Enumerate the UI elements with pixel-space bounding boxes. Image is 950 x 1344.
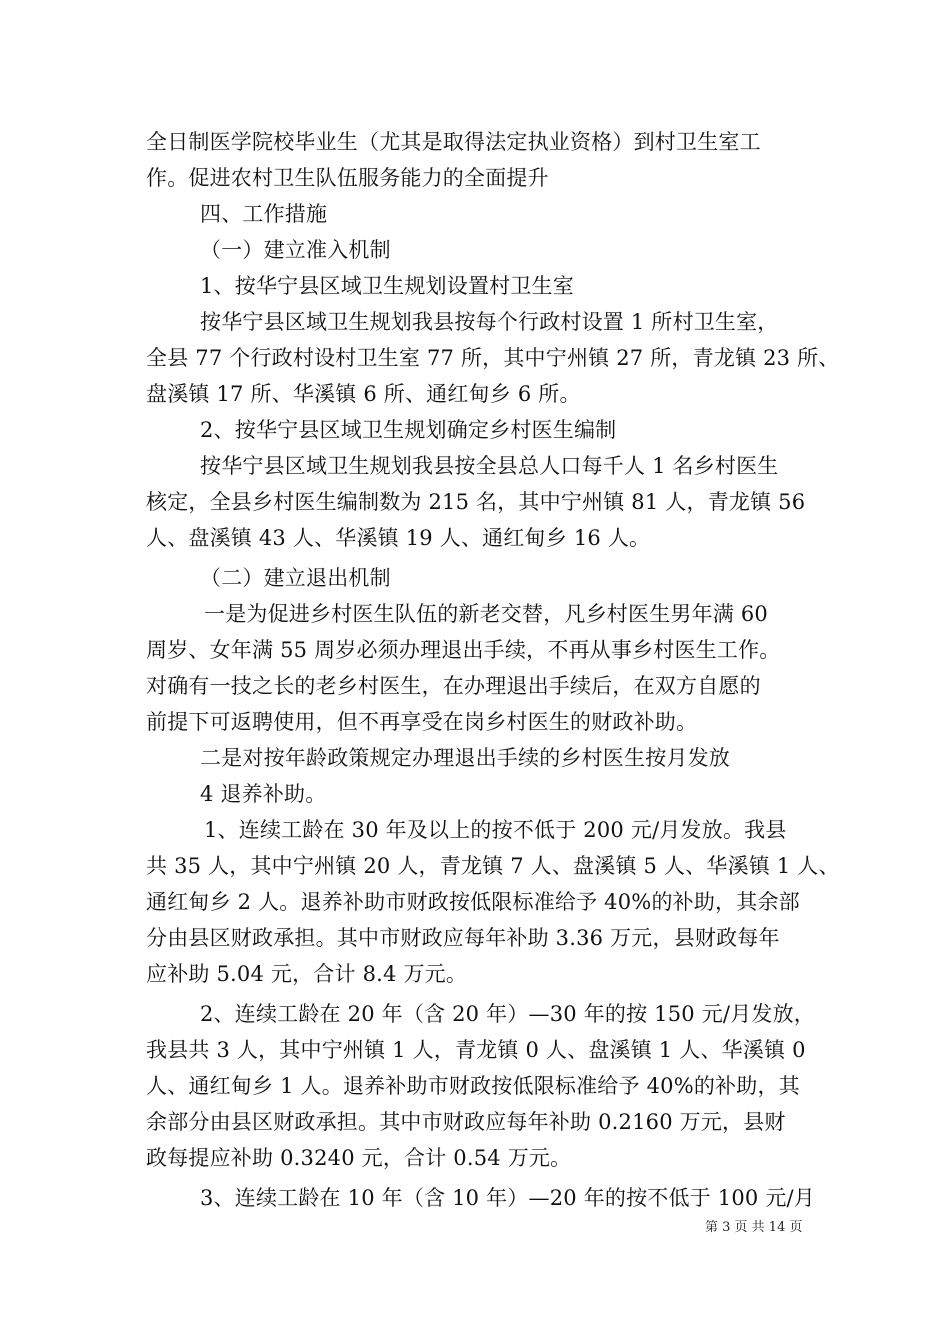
subsection-heading: （一）建立准入机制 xyxy=(200,238,391,262)
text-line: 一是为促进乡村医生队伍的新老交替，凡乡村医生男年满 60 xyxy=(204,602,768,626)
text-line: 应补助 5.04 元，合计 8.4 万元。 xyxy=(146,962,468,986)
text-line: 人、通红甸乡 1 人。退养补助市财政按低限标准给予 40%的补助，其 xyxy=(146,1074,800,1098)
text-line: 按华宁县区域卫生规划我县按全县总人口每千人 1 名乡村医生 xyxy=(200,454,779,478)
text-line: 人、盘溪镇 43 人、华溪镇 19 人、通红甸乡 16 人。 xyxy=(146,526,651,550)
text-line: 核定，全县乡村医生编制数为 215 名，其中宁州镇 81 人，青龙镇 56 xyxy=(146,490,806,514)
text-line: 全县 77 个行政村设村卫生室 77 所，其中宁州镇 27 所，青龙镇 23 所、 xyxy=(146,346,840,370)
text-line: 我县共 3 人，其中宁州镇 1 人，青龙镇 0 人、盘溪镇 1 人、华溪镇 0 xyxy=(146,1038,806,1062)
text-line: 按华宁县区域卫生规划我县按每个行政村设置 1 所村卫生室， xyxy=(200,310,779,334)
text-line: 全日制医学院校毕业生（尤其是取得法定执业资格）到村卫生室工 xyxy=(146,130,761,154)
text-line: 政每提应补助 0.3240 元，合计 0.54 万元。 xyxy=(146,1146,572,1170)
subsection-heading: （二）建立退出机制 xyxy=(200,566,391,590)
text-line: 通红甸乡 2 人。退养补助市财政按低限标准给予 40%的补助，其余部 xyxy=(146,890,800,914)
item-heading: 2、按华宁县区域卫生规划确定乡村医生编制 xyxy=(200,418,617,442)
text-line: 2、连续工龄在 20 年（含 20 年）—30 年的按 150 元/月发放， xyxy=(200,1002,816,1026)
text-line: 对确有一技之长的老乡村医生，在办理退出手续后，在双方自愿的 xyxy=(146,674,761,698)
text-line: 4 退养补助。 xyxy=(200,782,327,806)
text-line: 前提下可返聘使用，但不再享受在岗乡村医生的财政补助。 xyxy=(146,710,698,734)
page-number: 第 3 页 共 14 页 xyxy=(705,1220,803,1235)
text-line: 余部分由县区财政承担。其中市财政应每年补助 0.2160 万元，县财 xyxy=(146,1110,786,1134)
text-line: 周岁、女年满 55 周岁必须办理退出手续，不再从事乡村医生工作。 xyxy=(146,638,781,662)
text-line: 盘溪镇 17 所、华溪镇 6 所、通红甸乡 6 所。 xyxy=(146,382,581,406)
text-line: 1、连续工龄在 30 年及以上的按不低于 200 元/月发放。我县 xyxy=(204,818,787,842)
text-line: 共 35 人，其中宁州镇 20 人，青龙镇 7 人、盘溪镇 5 人、华溪镇 1 人、 xyxy=(146,854,840,878)
text-line: 二是对按年龄政策规定办理退出手续的乡村医生按月发放 xyxy=(200,746,730,770)
text-line: 作。促进农村卫生队伍服务能力的全面提升 xyxy=(146,166,549,190)
text-line: 3、连续工龄在 10 年（含 10 年）—20 年的按不低于 100 元/月 xyxy=(200,1186,816,1210)
section-heading: 四、工作措施 xyxy=(200,202,328,226)
text-line: 分由县区财政承担。其中市财政应每年补助 3.36 万元，县财政每年 xyxy=(146,926,780,950)
item-heading: 1、按华宁县区域卫生规划设置村卫生室 xyxy=(200,274,574,298)
